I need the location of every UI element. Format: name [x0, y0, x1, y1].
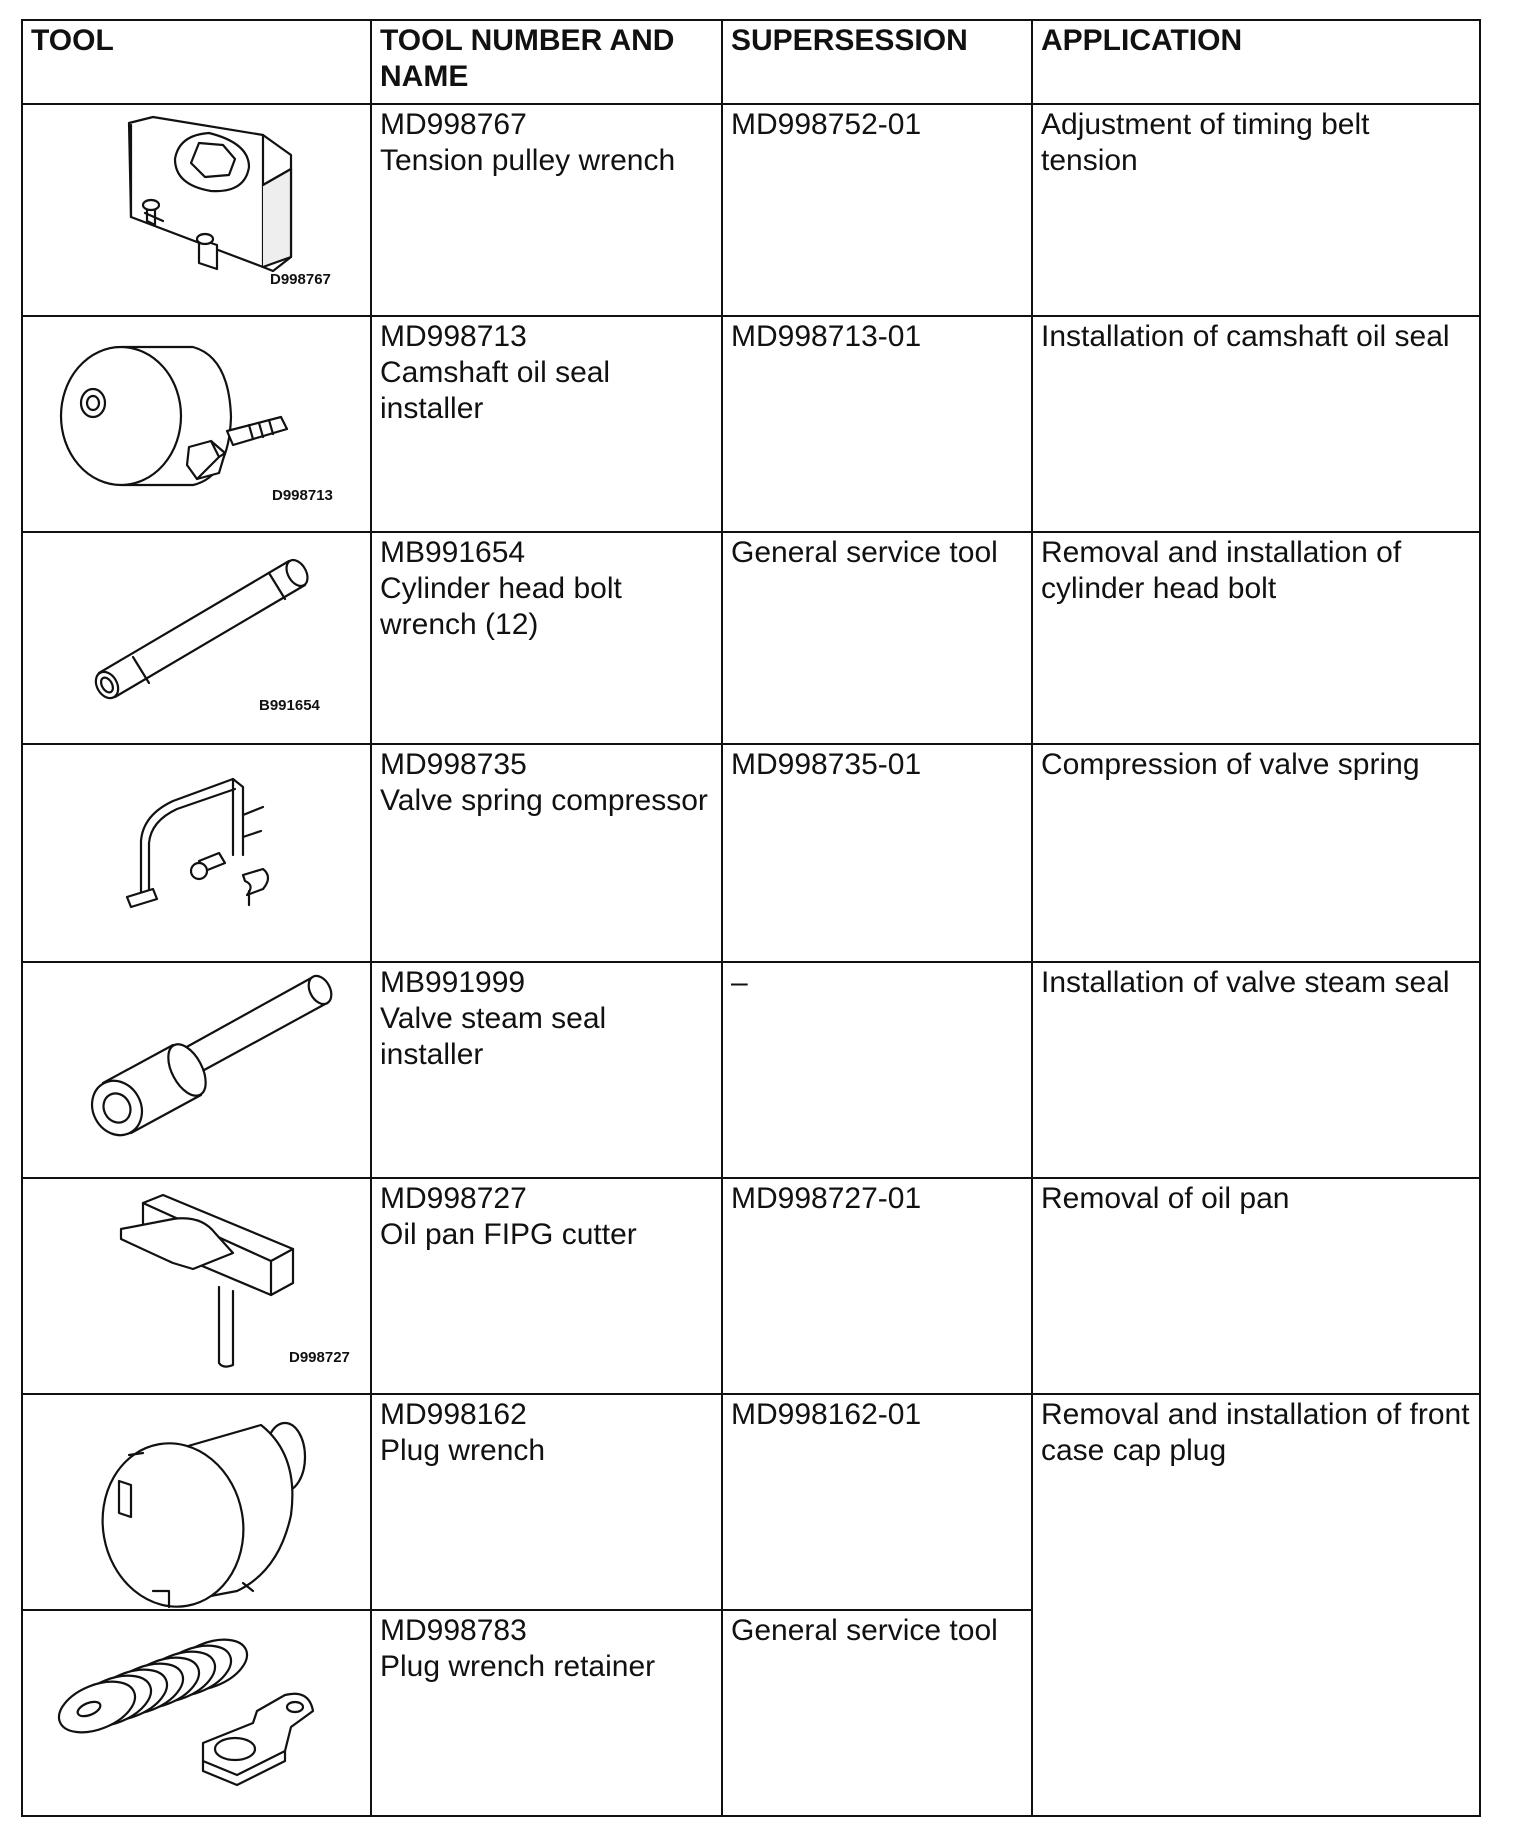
- tool-name: Camshaft oil seal installer: [380, 356, 611, 425]
- tool-name: Cylinder head bolt wrench (12): [380, 572, 622, 641]
- tool-number: MD998767: [380, 108, 527, 141]
- tool-name: Plug wrench: [380, 1434, 546, 1467]
- tool-number-name-cell: [371, 744, 722, 962]
- tool-number-name-cell: [371, 1394, 722, 1610]
- application-cell: Removal and installation of cylinder head bolt: [1032, 532, 1480, 744]
- tool-image-cell: [22, 1178, 371, 1394]
- application-cell: Removal of oil pan: [1032, 1178, 1480, 1394]
- application-cell: Compression of valve spring: [1032, 744, 1480, 962]
- supersession-cell: MD998752-01: [722, 104, 1032, 316]
- supersession-cell: MD998735-01: [722, 744, 1032, 962]
- application-cell: Installation of valve steam seal: [1032, 962, 1480, 1178]
- tool-number-name-cell: [371, 316, 722, 532]
- header-row: [22, 20, 1480, 104]
- tool-name: Plug wrench retainer: [380, 1650, 656, 1683]
- tool-number: MD998783: [380, 1614, 527, 1647]
- illustration-code: B991654: [259, 697, 320, 714]
- header-supersession: SUPERSESSION: [722, 20, 1032, 104]
- valve-spring-compressor-illustration: [23, 745, 372, 963]
- tool-number: MD998713: [380, 320, 527, 353]
- header-tool: TOOL: [22, 20, 371, 104]
- tool-number: MD998735: [380, 748, 527, 781]
- tool-image-cell: [22, 744, 371, 962]
- supersession-cell: MD998727-01: [722, 1178, 1032, 1394]
- header-application: APPLICATION: [1032, 20, 1480, 104]
- tool-number-name-cell: [371, 962, 722, 1178]
- table-row: [22, 316, 1480, 532]
- tool-image-cell: [22, 104, 371, 316]
- tool-number: MB991999: [380, 966, 526, 999]
- tool-number: MB991654: [380, 536, 526, 569]
- supersession-cell: General service tool: [722, 1610, 1032, 1816]
- valve-stem-seal-installer-illustration: [23, 963, 372, 1179]
- tool-number-name-cell: [371, 1178, 722, 1394]
- tool-name: Valve steam seal installer: [380, 1002, 607, 1071]
- tool-image-cell: [22, 316, 371, 532]
- supersession-cell: –: [722, 962, 1032, 1178]
- tool-number: MD998727: [380, 1182, 527, 1215]
- tool-name: Oil pan FIPG cutter: [380, 1218, 637, 1251]
- tool-name: Valve spring compressor: [380, 784, 708, 817]
- table-row: [22, 744, 1480, 962]
- tool-number-name-cell: [371, 532, 722, 744]
- table-row: [22, 962, 1480, 1178]
- supersession-cell: MD998162-01: [722, 1394, 1032, 1610]
- table-row: [22, 104, 1480, 316]
- tool-number-name-cell: [371, 1610, 722, 1816]
- supersession-cell: MD998713-01: [722, 316, 1032, 532]
- application-cell: Adjustment of timing belt tension: [1032, 104, 1480, 316]
- plug-wrench-illustration: [23, 1395, 372, 1611]
- illustration-code: D998767: [270, 271, 331, 288]
- plug-wrench-retainer-illustration: [23, 1611, 372, 1817]
- illustration-code: D998727: [289, 1349, 350, 1366]
- supersession-cell: General service tool: [722, 532, 1032, 744]
- header-tool-number-and-name: TOOL NUMBER AND NAME: [371, 20, 722, 104]
- application-cell: Installation of camshaft oil seal: [1032, 316, 1480, 532]
- application-cell: Removal and installation of front case cap plug: [1032, 1394, 1480, 1816]
- table-row: [22, 1394, 1480, 1610]
- tool-image-cell: [22, 532, 371, 744]
- illustration-code: D998713: [272, 487, 333, 504]
- table-row: [22, 532, 1480, 744]
- tool-number: MD998162: [380, 1398, 527, 1431]
- tool-image-cell: [22, 1610, 371, 1816]
- tool-image-cell: [22, 1394, 371, 1610]
- tool-name: Tension pulley wrench: [380, 144, 676, 177]
- tool-image-cell: [22, 962, 371, 1178]
- tool-number-name-cell: [371, 104, 722, 316]
- special-tools-table: [21, 19, 1481, 1817]
- table-row: [22, 1178, 1480, 1394]
